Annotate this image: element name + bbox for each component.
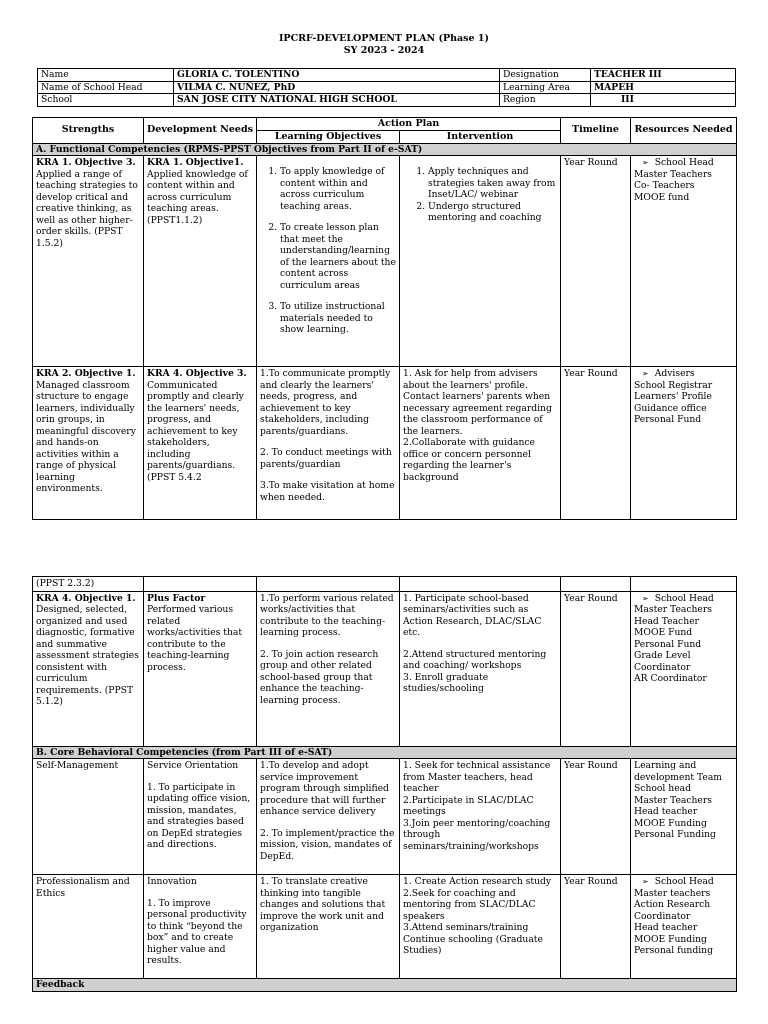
strength-kra: KRA 4. Objective 1. (36, 592, 136, 604)
need-cell (144, 759, 257, 875)
objective-item: 2. To create lesson plan that meet the understanding/learning of the learners about the content across curriculum areas (280, 222, 396, 291)
timeline-cell: Year Round (561, 759, 631, 875)
objective-item: 1.To communicate promptly and clearly the learners' needs, progress, and achievement to key stakeholders, including parents/guardians. (260, 368, 391, 437)
strengths-header: Strengths (33, 118, 144, 144)
learning-objectives-header: Learning Objectives (257, 130, 400, 143)
objectives-cell: 1. To translate creative thinking into tangible changes and solutions that improve the work unit and organization (257, 875, 400, 979)
strength-cell (33, 591, 144, 746)
need-description: Communicated promptly and clearly the learners' needs, progress, and achievement to key stakeholders, including parents/guardians. (PPST 5.4.2 (147, 379, 244, 483)
timeline-cell: Year Round (561, 156, 631, 367)
strength-kra: KRA 1. Objective 3. (36, 157, 136, 169)
school-value: SAN JOSE CITY NATIONAL HIGH SCHOOL (174, 94, 500, 107)
need-description: Applied knowledge of content within and across curriculum teaching areas. (PPST1.1.2) (147, 168, 248, 226)
strength-cell: Self-Management (33, 759, 144, 875)
objectives-cell (257, 367, 400, 520)
strength-cell (33, 156, 144, 367)
development-plan-table-continued (32, 576, 737, 992)
region-label: Region (500, 94, 591, 107)
resources-cell: Learning and development Team School head Master Teachers Head teacher MOOE Funding Personal Funding (631, 759, 737, 875)
need-cell (144, 875, 257, 979)
intervention-item: 1. Participate school-based seminars/activities such as Action Research, DLAC/SLAC etc. (403, 592, 542, 638)
objectives-cell (257, 156, 400, 367)
arrow-bullet-icon: ➢ (642, 877, 649, 886)
objective-item: 1. To apply knowledge of content within and across curriculum teaching areas. (280, 166, 396, 212)
name-value: GLORIA C. TOLENTINO (174, 69, 500, 82)
need-kra: KRA 1. Objective1. (147, 157, 244, 169)
need-cell (144, 367, 257, 520)
timeline-cell: Year Round (561, 367, 631, 520)
intervention-cell (400, 591, 561, 746)
need-kra: KRA 4. Objective 3. (147, 368, 247, 380)
arrow-bullet-icon: ➢ (642, 593, 649, 603)
section-core-behavioral-competencies: B. Core Behavioral Competencies (from Part III of e-SAT) (33, 746, 737, 759)
table-row (33, 367, 737, 520)
strength-cell (33, 367, 144, 520)
development-plan-table (32, 117, 737, 520)
section-functional-competencies: A. Functional Competencies (RPMS-PPST Objectives from Part II of e-SAT) (33, 143, 737, 156)
strength-cell: Professionalism and Ethics (33, 875, 144, 979)
resources-cell (631, 156, 737, 367)
need-cell (144, 156, 257, 367)
learning-area-label: Learning Area (500, 81, 591, 94)
info-table (37, 68, 736, 107)
objective-item: 3.To make visitation at home when needed. (260, 480, 395, 503)
resources-cell (631, 875, 737, 979)
school-head-label: Name of School Head (38, 81, 174, 94)
objective-item: 1.To develop and adopt service improvement program through simplified procedure that will further enhance service delivery (260, 760, 389, 817)
resource-list: Master teachers Action Research Coordinator Head teacher MOOE Funding Personal funding (634, 887, 713, 956)
strength-description: Designed, selected, organized and used diagnostic, formative and summative assessment strategies consistent with curriculum requirements. (PPST 5.1.2) (36, 604, 139, 707)
designation-value: TEACHER III (591, 69, 736, 82)
resources-cell (631, 591, 737, 746)
resources-cell (631, 367, 737, 520)
designation-label: Designation (500, 69, 591, 82)
need-description: 1. To participate in updating office vision, mission, mandates, and strategies based on DepEd strategies and directions. (147, 781, 251, 850)
arrow-bullet-icon: ➢ (642, 158, 649, 168)
strength-kra: KRA 2. Objective 1. (36, 368, 136, 380)
table-row (33, 875, 737, 979)
school-label: School (38, 94, 174, 107)
objectives-cell (257, 759, 400, 875)
strength-description: Managed classroom structure to engage learners, individually orin groups, in meaningful discovery and hands-on activities within a range of physical learning environments. (36, 379, 136, 495)
learning-area-value: MAPEH (591, 81, 736, 94)
need-cell (144, 591, 257, 746)
resource-list: Master Teachers Head Teacher MOOE Fund Personal Fund Grade Level Coordinator AR Coordinator (634, 604, 712, 684)
table-row (33, 759, 737, 875)
intervention-item: 1. Apply techniques and strategies taken away from Inset/LAC/ webinar (428, 166, 557, 201)
resources-header: Resources Needed (631, 118, 737, 144)
objective-item: 2. To implement/practice the mission, vision, mandates of DepEd. (260, 827, 395, 862)
strength-description: Applied a range of teaching strategies to develop critical and creative thinking, as well as other higher-order skills. (PPST 1.5.2) (36, 168, 138, 249)
resource-first: ➢ School Head (642, 876, 714, 887)
resource-first: ➢ School Head (642, 157, 714, 169)
resource-first: ➢ School Head (642, 592, 714, 604)
need-title: Service Orientation (147, 760, 239, 771)
need-kra: Plus Factor (147, 592, 206, 604)
intervention-cell: 1. Create Action research study 2.Seek for coaching and mentoring from SLAC/DLAC speakers 3.Attend seminars/training Continue schooling (Graduate Studies) (400, 875, 561, 979)
resource-list: Master Teachers Co- Teachers MOOE fund (634, 168, 712, 203)
resource-list: School Registrar Learners' Profile Guidance office Personal Fund (634, 379, 713, 426)
resource-first: ➢ Advisers (642, 368, 695, 380)
objective-item: 2. To join action research group and other related school-based group that enhance the teaching-learning process. (260, 648, 379, 706)
timeline-cell: Year Round (561, 591, 631, 746)
intervention-cell (400, 156, 561, 367)
need-description: 1. To improve personal productivity to think “beyond the box” and to create higher value and results. (147, 897, 247, 966)
arrow-bullet-icon: ➢ (642, 369, 649, 379)
region-value: III (591, 94, 736, 107)
school-head-value: VILMA C. NUÑEZ, PhD (174, 81, 500, 94)
carry-over-text: (PPST 2.3.2) (33, 577, 144, 592)
objectives-cell (257, 591, 400, 746)
table-row (33, 591, 737, 746)
objective-item: 3. To utilize instructional materials needed to show learning. (280, 301, 396, 336)
document-title: IPCRF-DEVELOPMENT PLAN (Phase 1) (278, 33, 489, 44)
name-label: Name (38, 69, 174, 82)
intervention-header: Intervention (400, 130, 561, 143)
need-title: Innovation (147, 876, 197, 887)
timeline-cell: Year Round (561, 875, 631, 979)
objective-item: 2. To conduct meetings with parents/guardian (260, 447, 392, 470)
need-description: Performed various related works/activities that contribute to the teaching-learning process. (147, 604, 243, 673)
feedback-row: Feedback (33, 979, 737, 992)
objective-item: 1.To perform various related works/activities that contribute to the teaching- learning process. (260, 592, 394, 638)
intervention-cell: 1. Seek for technical assistance from Master teachers, head teacher 2.Participate in SLAC/DLAC meetings 3.Join peer mentoring/coaching through seminars/training/workshops (400, 759, 561, 875)
intervention-cell: 1. Ask for help from advisers about the learners' profile. Contact learners' parents when necessary agreement regarding the classroom performance of the learners. 2.Collaborate with guidance office or concern personnel regarding the learner's background (400, 367, 561, 520)
action-plan-header: Action Plan (257, 118, 561, 131)
development-needs-header: Development Needs (144, 118, 257, 144)
intervention-item: 2. Undergo structured mentoring and coaching (428, 201, 557, 224)
school-year: SY 2023 - 2024 (343, 45, 425, 56)
table-row (33, 156, 737, 367)
intervention-item: 2.Attend structured mentoring and coaching/ workshops 3. Enroll graduate studies/schooling (403, 648, 547, 694)
timeline-header: Timeline (561, 118, 631, 144)
